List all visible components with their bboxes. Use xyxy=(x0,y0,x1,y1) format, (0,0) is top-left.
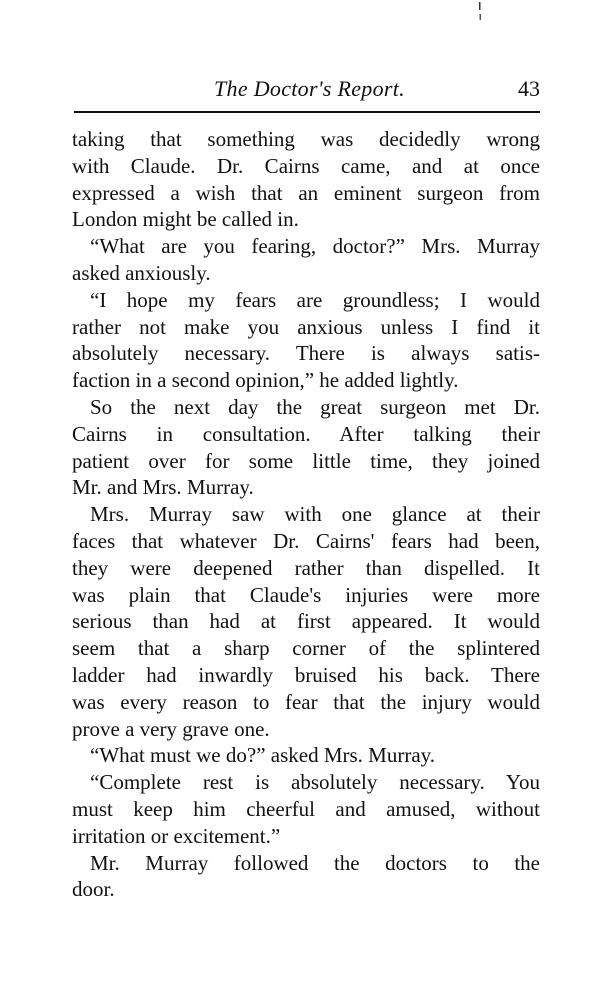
text-line: must keep him cheerful and amused, without xyxy=(72,796,540,821)
text-line: “What are you fearing, doctor?” Mrs. Murray xyxy=(90,234,540,259)
text-line: faction in a second opinion,” he added lightly. xyxy=(72,368,459,393)
text-line: irritation or excitement.” xyxy=(72,823,281,848)
text-line: expressed a wish that an eminent surgeon from xyxy=(72,180,540,205)
body-text xyxy=(72,126,540,903)
text-line: faces that whatever Dr. Cairns' fears had been, xyxy=(72,528,540,553)
text-line: ladder had inwardly bruised his back. There xyxy=(72,662,540,687)
text-line: taking that something was decidedly wrong xyxy=(72,127,540,151)
text-line: “What must we do?” asked Mrs. Murray. xyxy=(90,743,436,768)
text-line: “Complete rest is absolutely necessary. You xyxy=(90,770,540,795)
text-line: So the next day the great surgeon met Dr. xyxy=(90,394,540,419)
text-line: London might be called in. xyxy=(72,207,299,232)
page-header xyxy=(74,76,540,110)
text-line: asked anxiously. xyxy=(72,260,211,285)
text-line: Mr. and Mrs. Murray. xyxy=(72,475,254,500)
text-line: was every reason to fear that the injury would xyxy=(72,689,540,714)
text-line: Cairns in consultation. After talking their xyxy=(72,421,540,446)
running-title: The Doctor's Report. xyxy=(214,76,405,101)
text-line: Mrs. Murray saw with one glance at their xyxy=(90,502,540,527)
text-line: patient over for some little time, they joined xyxy=(72,448,540,473)
page-number: 43 xyxy=(518,76,540,101)
scan-speck xyxy=(478,2,482,22)
text-line: prove a very grave one. xyxy=(72,716,270,741)
text-line: rather not make you anxious unless I find it xyxy=(72,314,540,339)
text-line: serious than had at first appeared. It would xyxy=(72,609,540,634)
text-line: Mr. Murray followed the doctors to the xyxy=(90,850,540,875)
text-line: door. xyxy=(72,877,115,902)
text-line: with Claude. Dr. Cairns came, and at once xyxy=(72,153,540,178)
text-line: absolutely necessary. There is always satis- xyxy=(72,341,540,366)
text-line: “I hope my fears are groundless; I would xyxy=(90,287,540,312)
text-line: seem that a sharp corner of the splintered xyxy=(72,636,540,661)
header-rule xyxy=(74,111,540,113)
text-line: was plain that Claude's injuries were more xyxy=(72,582,540,607)
text-line: they were deepened rather than dispelled. It xyxy=(72,555,540,580)
